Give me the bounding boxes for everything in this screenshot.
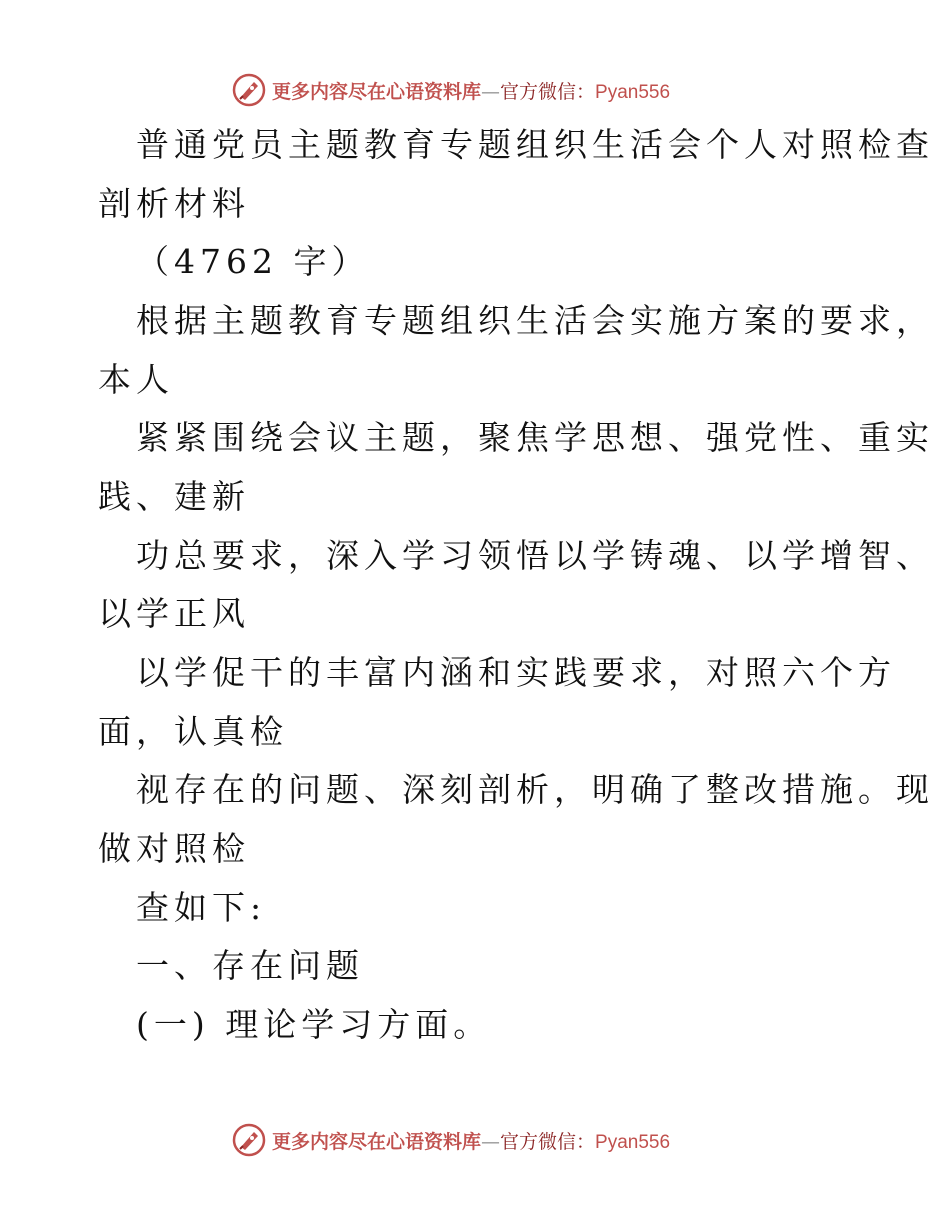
doc-paragraph-line: 面，认真检 — [98, 712, 288, 751]
doc-title-line-1: 普通党员主题教育专题组织生活会个人对照检查 — [136, 125, 934, 164]
watermark-label: 官方微信： — [500, 80, 596, 103]
doc-paragraph-line: 根据主题教育专题组织生活会实施方案的要求， — [136, 301, 934, 340]
doc-paragraph-line: 本人 — [98, 360, 174, 399]
subsection-heading: (一) 理论学习方面。 — [136, 1005, 492, 1044]
doc-title-line-2: 剖析材料 — [98, 184, 250, 223]
watermark-dash: — — [481, 1130, 501, 1153]
watermark-banner-top — [232, 72, 712, 108]
doc-paragraph-line: 查如下: — [136, 888, 267, 927]
doc-paragraph-line: 紧紧围绕会议主题，聚焦学思想、强党性、重实 — [136, 418, 934, 457]
doc-paragraph-line: 视存在的问题、深刻剖析，明确了整改措施。现 — [136, 770, 934, 809]
section-heading: 一、存在问题 — [136, 946, 364, 985]
pen-nib-logo-icon — [232, 73, 266, 107]
watermark-main-text: 更多内容尽在心语资料库 — [272, 1130, 482, 1153]
watermark-dash: — — [481, 80, 501, 103]
doc-paragraph-line: 以学正风 — [98, 594, 250, 633]
pen-nib-logo-icon — [232, 1123, 266, 1157]
watermark-wechat-id: Pyan556 — [595, 81, 671, 103]
watermark-banner-bottom — [232, 1122, 712, 1158]
doc-paragraph-line: 以学促干的丰富内涵和实践要求，对照六个方 — [136, 653, 896, 692]
doc-word-count: （4762 字） — [136, 242, 370, 281]
doc-paragraph-line: 践、建新 — [98, 477, 250, 516]
watermark-label: 官方微信： — [500, 1130, 596, 1153]
watermark-wechat-id: Pyan556 — [595, 1131, 671, 1153]
doc-paragraph-line: 做对照检 — [98, 829, 250, 868]
doc-paragraph-line: 功总要求，深入学习领悟以学铸魂、以学增智、 — [136, 536, 934, 575]
watermark-main-text: 更多内容尽在心语资料库 — [272, 80, 482, 103]
